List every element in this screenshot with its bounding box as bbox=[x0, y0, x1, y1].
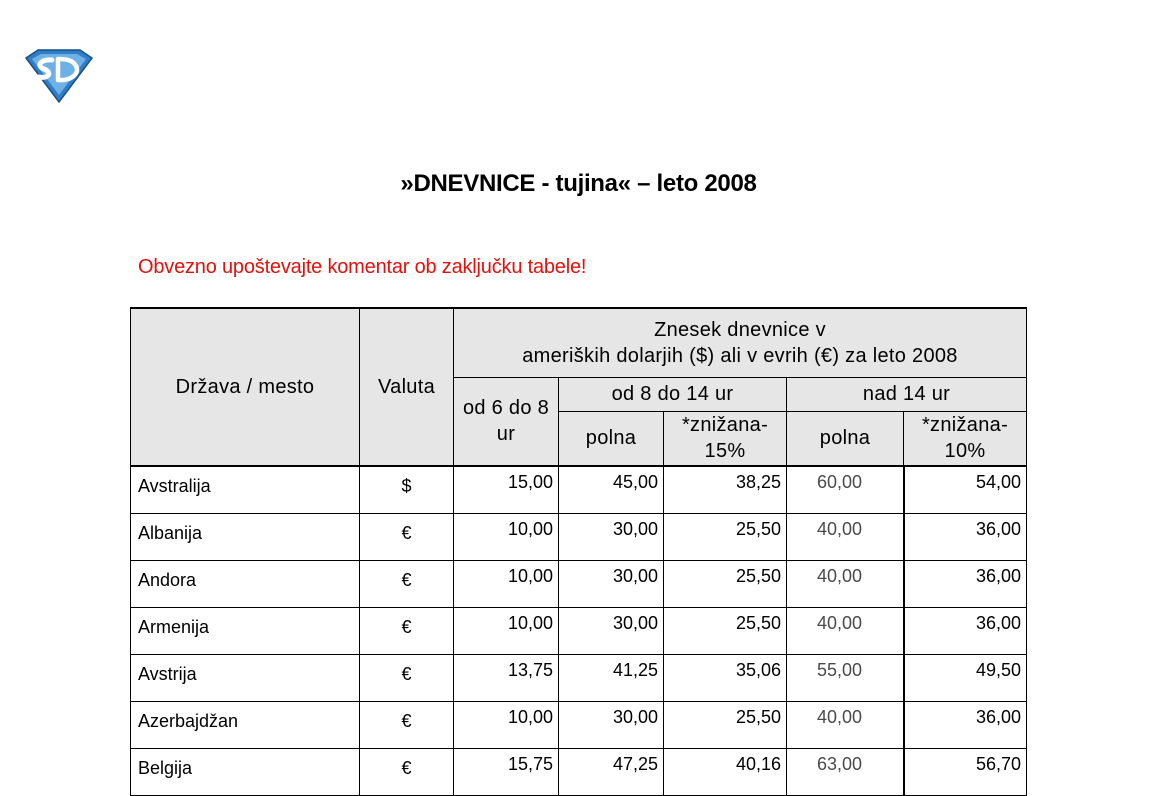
country-cell: Azerbajdžan bbox=[131, 702, 360, 749]
country-cell: Armenija bbox=[131, 608, 360, 655]
header-over-14: nad 14 ur bbox=[787, 377, 1027, 411]
value-over-14-full-cell: 40,00 bbox=[787, 561, 904, 608]
country-cell: Belgija bbox=[131, 749, 360, 796]
value-8-14-reduced-cell: 25,50 bbox=[664, 561, 787, 608]
currency-cell: € bbox=[360, 702, 454, 749]
value-8-14-reduced-cell: 35,06 bbox=[664, 655, 787, 702]
currency-cell: € bbox=[360, 608, 454, 655]
value-8-14-full-cell: 30,00 bbox=[559, 561, 664, 608]
value-8-14-reduced-cell: 38,25 bbox=[664, 466, 787, 514]
value-8-14-full-cell: 47,25 bbox=[559, 749, 664, 796]
value-6-8-cell: 10,00 bbox=[454, 702, 559, 749]
value-8-14-reduced-cell: 25,50 bbox=[664, 608, 787, 655]
table-row bbox=[131, 749, 1027, 796]
value-over-14-reduced-cell: 56,70 bbox=[904, 749, 1027, 796]
value-over-14-reduced-cell: 54,00 bbox=[904, 466, 1027, 514]
value-8-14-full-cell: 30,00 bbox=[559, 608, 664, 655]
table-row bbox=[131, 608, 1027, 655]
header-over-14-full: polna bbox=[787, 411, 904, 466]
country-cell: Avstrija bbox=[131, 655, 360, 702]
value-over-14-full-cell: 63,00 bbox=[787, 749, 904, 796]
value-8-14-reduced-cell: 25,50 bbox=[664, 702, 787, 749]
value-6-8-cell: 10,00 bbox=[454, 514, 559, 561]
header-8-14-reduced: *znižana-15% bbox=[664, 411, 787, 466]
value-6-8-cell: 10,00 bbox=[454, 608, 559, 655]
table-row bbox=[131, 702, 1027, 749]
value-6-8-cell: 15,75 bbox=[454, 749, 559, 796]
notice-text: Obvezno upoštevajte komentar ob zaključku tabele! bbox=[138, 256, 587, 278]
value-8-14-full-cell: 30,00 bbox=[559, 514, 664, 561]
value-over-14-full-cell: 55,00 bbox=[787, 655, 904, 702]
header-country: Država / mesto bbox=[131, 308, 360, 466]
value-over-14-full-cell: 60,00 bbox=[787, 466, 904, 514]
header-amount-line1: Znesek dnevnice v bbox=[654, 318, 826, 341]
currency-cell: € bbox=[360, 655, 454, 702]
country-cell: Avstralija bbox=[131, 466, 360, 514]
currency-cell: € bbox=[360, 514, 454, 561]
value-over-14-full-cell: 40,00 bbox=[787, 608, 904, 655]
table-row bbox=[131, 466, 1027, 514]
page-title: »DNEVNICE - tujina« – leto 2008 bbox=[400, 170, 757, 197]
currency-cell: € bbox=[360, 561, 454, 608]
header-6-8: od 6 do 8 ur bbox=[454, 377, 559, 466]
value-8-14-reduced-cell: 25,50 bbox=[664, 514, 787, 561]
value-over-14-reduced-cell: 36,00 bbox=[904, 561, 1027, 608]
value-6-8-cell: 15,00 bbox=[454, 466, 559, 514]
currency-cell: $ bbox=[360, 466, 454, 514]
per-diem-table bbox=[130, 307, 1027, 796]
value-8-14-reduced-cell: 40,16 bbox=[664, 749, 787, 796]
value-over-14-reduced-cell: 49,50 bbox=[904, 655, 1027, 702]
currency-cell: € bbox=[360, 749, 454, 796]
value-over-14-full-cell: 40,00 bbox=[787, 702, 904, 749]
value-8-14-full-cell: 30,00 bbox=[559, 702, 664, 749]
value-6-8-cell: 13,75 bbox=[454, 655, 559, 702]
header-currency: Valuta bbox=[360, 308, 454, 466]
table-row bbox=[131, 561, 1027, 608]
table-row bbox=[131, 514, 1027, 561]
value-8-14-full-cell: 41,25 bbox=[559, 655, 664, 702]
header-amount bbox=[454, 308, 1027, 377]
header-over-14-reduced: *znižana-10% bbox=[904, 411, 1027, 466]
header-8-14: od 8 do 14 ur bbox=[559, 377, 787, 411]
value-over-14-reduced-cell: 36,00 bbox=[904, 608, 1027, 655]
header-amount-line2: ameriških dolarjih ($) ali v evrih (€) za leto 2008 bbox=[522, 344, 958, 367]
value-over-14-reduced-cell: 36,00 bbox=[904, 514, 1027, 561]
table-row bbox=[131, 655, 1027, 702]
country-cell: Andora bbox=[131, 561, 360, 608]
value-over-14-reduced-cell: 36,00 bbox=[904, 702, 1027, 749]
value-8-14-full-cell: 45,00 bbox=[559, 466, 664, 514]
value-6-8-cell: 10,00 bbox=[454, 561, 559, 608]
company-logo bbox=[22, 48, 96, 104]
country-cell: Albanija bbox=[131, 514, 360, 561]
value-over-14-full-cell: 40,00 bbox=[787, 514, 904, 561]
header-8-14-full: polna bbox=[559, 411, 664, 466]
